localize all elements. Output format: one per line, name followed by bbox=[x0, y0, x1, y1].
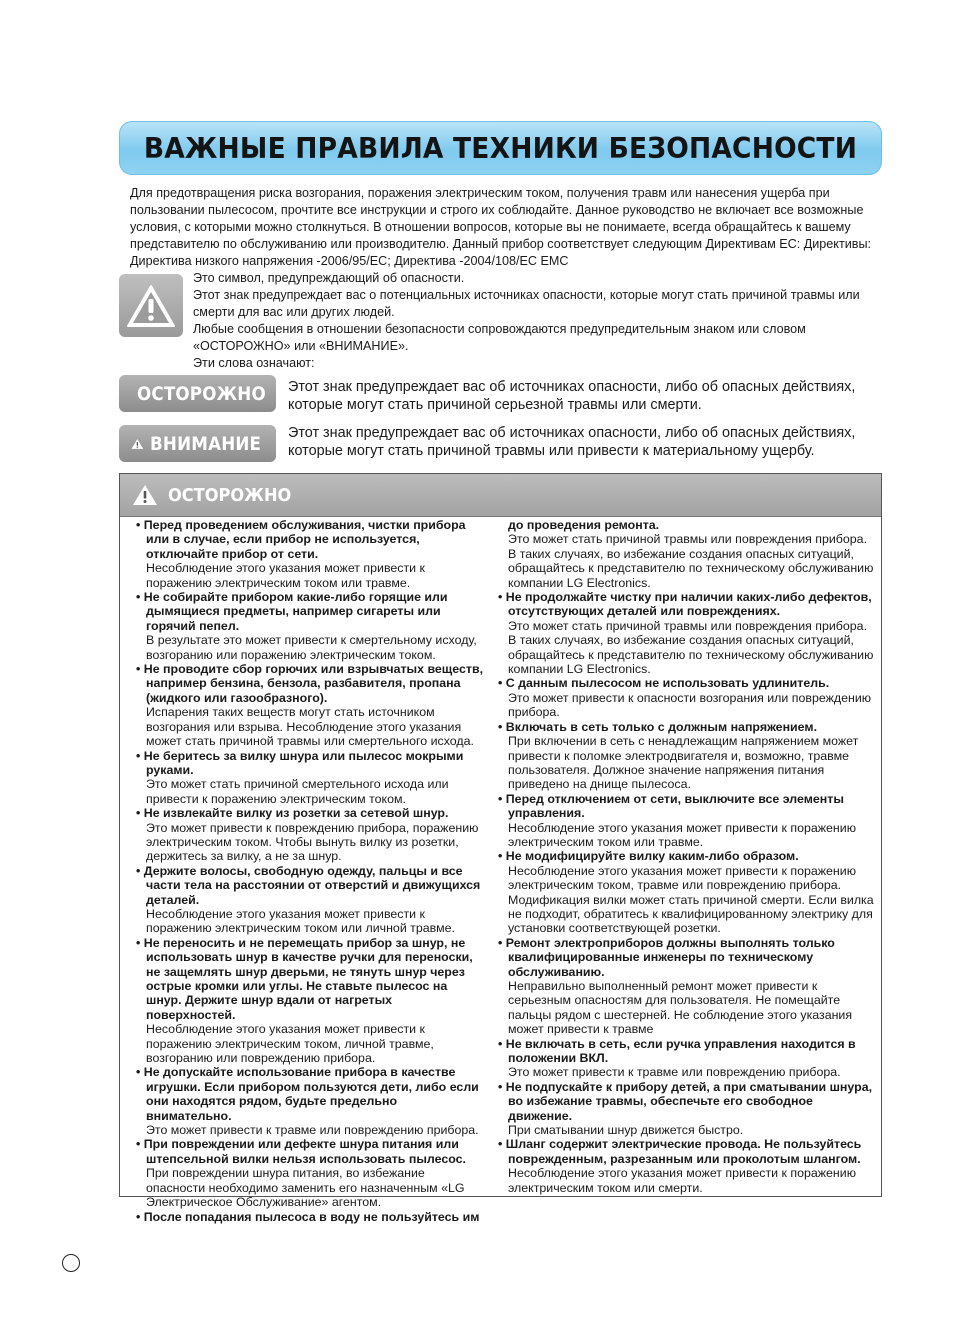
item-body: Это может привести к травме или повреждению прибора. bbox=[146, 1123, 479, 1138]
list-item bbox=[136, 936, 484, 1066]
warning-column-right bbox=[498, 518, 878, 1195]
list-item bbox=[498, 849, 878, 935]
symbol-explanation bbox=[193, 270, 893, 372]
item-body: Несоблюдение этого указания может привести к поражению электрическим током или травме. bbox=[146, 561, 425, 590]
item-head: • Не собирайте прибором какие-либо горящие или дымящиеся предметы, например сигареты или горячий пепел. bbox=[136, 590, 448, 633]
item-body: В результате это может привести к смертельному исходу, возгоранию или поражению электрическим током. bbox=[146, 633, 477, 662]
item-head: • При повреждении или дефекте шнура питания или штепсельной вилки нельзя использовать пылесос. bbox=[136, 1137, 466, 1166]
item-body: Несоблюдение этого указания может привести к поражению электрическим током или личной травме. bbox=[146, 906, 455, 936]
list-item bbox=[136, 806, 484, 864]
list-item bbox=[498, 1080, 878, 1138]
list-item bbox=[498, 936, 878, 1037]
item-body: При включении в сеть с ненадлежащим напряжением может привести к поломке электродвигателя и, возможно, травме пользователя. Должное значение напряжения питания приведено на днище пылесоса. bbox=[508, 734, 859, 792]
list-item bbox=[498, 1037, 878, 1080]
warning-box-title: ОСТОРОЖНО bbox=[168, 484, 292, 506]
item-head: • Перед отключением от сети, выключите все элементы управления. bbox=[498, 791, 844, 821]
item-body: Это может привести к повреждению прибора, поражению электрическим током. Чтобы вынуть вилку из розетки, держитесь за вилку, а не за шнур. bbox=[146, 820, 479, 864]
list-item bbox=[498, 676, 878, 719]
item-head: • С данным пылесосом не использовать удлинитель. bbox=[498, 676, 830, 691]
list-item bbox=[498, 1137, 878, 1195]
item-head: • Не подпускайте к прибору детей, а при сматывании шнура, во избежание травмы, обеспечьте его свободное движение. bbox=[498, 1079, 873, 1123]
item-body: Несоблюдение этого указания может привести к поражению электрическим током, травме или повреждению прибора. Модификация вилки может стать причиной смерти. Если вилка не подходит, обратитесь к квалифицированному электрику для установки соответствующей розетки. bbox=[508, 863, 874, 936]
list-item bbox=[498, 792, 878, 850]
item-head: • Перед проведением обслуживания, чистки прибора или в случае, если прибор не используется, отключайте прибор от сети. bbox=[136, 518, 466, 561]
item-body: При повреждении шнура питания, во избежание опасности необходимо заменить его назначенным «LG Электрическое Обслуживание» агентом. bbox=[146, 1166, 465, 1210]
item-head: • Не допускайте использование прибора в качестве игрушки. Если прибором пользуются дети, либо если они находятся рядом, будьте предельно внимательно. bbox=[136, 1065, 479, 1123]
list-item bbox=[136, 864, 484, 936]
item-head: • Ремонт электроприборов должны выполнять только квалифицированные инженеры по техническому обслуживанию. bbox=[498, 935, 835, 979]
warning-badge bbox=[119, 375, 276, 412]
item-body: Это может стать причиной смертельного исхода или привести к поражению электрическим током. bbox=[146, 777, 449, 806]
item-body: Неправильно выполненный ремонт может привести к серьезным опасностям для пользователя. Не помещайте пальцы рядом с шестерней. Не соблюдение этого указания может привести к травме bbox=[508, 979, 853, 1037]
list-item bbox=[136, 518, 484, 590]
item-head: • Держите волосы, свободную одежду, пальцы и все части тела на расстоянии от отверстий и движущихся деталей. bbox=[136, 863, 481, 907]
warning-description: Этот знак предупреждает вас об источниках опасности, либо об опасных действиях, которые могут стать причиной серьезной травмы или смерти. bbox=[288, 379, 856, 413]
symbol-line: Этот знак предупреждает вас о потенциальных источниках опасности, которые могут стать причиной травмы или смерти для вас или других людей. bbox=[193, 288, 860, 319]
item-head: • Шланг содержит электрические провода. Не пользуйтесь поврежденным, разрезанным или проколотым шлангом. bbox=[498, 1137, 862, 1166]
item-body: При сматывании шнур движется быстро. bbox=[508, 1123, 744, 1138]
caution-badge-label: ВНИМАНИЕ bbox=[149, 432, 261, 455]
page-marker-circle bbox=[62, 1254, 80, 1272]
item-head: до проведения ремонта. bbox=[508, 518, 660, 532]
list-item bbox=[136, 749, 484, 807]
list-item bbox=[136, 590, 484, 662]
symbol-line: Любые сообщения в отношении безопасности сопровождаются предупредительным знаком или словом «ОСТОРОЖНО» или «ВНИМАНИЕ». bbox=[193, 322, 806, 353]
item-head: • Не переносить и не перемещать прибор за шнур, не использовать шнур в качестве ручки для переноски, не защемлять шнур дверьми, не тянуть шнур через острые кромки или углы. Не ставьте пылесос на шнур. Держите шнур вдали от нагретых поверхностей. bbox=[136, 935, 473, 1022]
item-head: • Включать в сеть только с должным напряжением. bbox=[498, 719, 818, 734]
item-body: Несоблюдение этого указания может привести к поражению электрическим током или травме. bbox=[508, 820, 856, 849]
item-body: Это может привести к опасности возгорания или повреждению прибора. bbox=[508, 690, 872, 720]
item-head: • Не модифицируйте вилку каким-либо образом. bbox=[498, 849, 799, 864]
warning-triangle-icon bbox=[119, 274, 183, 337]
item-body: Это может стать причиной травмы или повреждения прибора. В таких случаях, во избежание создания опасных ситуаций, обращайтесь к представителю по техническому обслуживанию компании LG Electronics. bbox=[508, 618, 874, 677]
warning-column-left bbox=[136, 518, 484, 1224]
warning-box-header bbox=[120, 474, 881, 517]
symbol-line: Это символ, предупреждающий об опасности. bbox=[193, 271, 465, 285]
item-body: Несоблюдение этого указания может привести к поражению электрическим током или смерти. bbox=[508, 1166, 856, 1195]
item-body: Это может привести к травме или повреждению прибора. bbox=[508, 1065, 841, 1080]
item-head: • Не извлекайте вилку из розетки за сетевой шнур. bbox=[136, 806, 449, 821]
list-item bbox=[136, 1210, 484, 1224]
list-item bbox=[136, 1137, 484, 1209]
item-head: • Не проводите сбор горючих или взрывчатых веществ, например бензина, бензола, разбавителя, пропана (жидкого или газообразного). bbox=[136, 662, 484, 705]
list-item bbox=[136, 662, 484, 748]
caution-description: Этот знак предупреждает вас об источниках опасности, либо об опасных действиях, которые могут стать причиной травмы или привести к материальному ущербу. bbox=[288, 425, 856, 459]
item-body: Несоблюдение этого указания может привести к поражению электрическим током, личной травме, возгоранию или повреждению прибора. bbox=[146, 1022, 434, 1066]
symbol-line: Эти слова означают: bbox=[193, 356, 315, 370]
list-item bbox=[498, 720, 878, 792]
item-head: • Не включать в сеть, если ручка управления находится в положении ВКЛ. bbox=[498, 1036, 856, 1066]
list-item bbox=[498, 518, 878, 590]
item-head: • Не продолжайте чистку при наличии каких-либо дефектов, отсутствующих деталей или повреждениях. bbox=[498, 590, 872, 619]
warning-triangle-icon bbox=[131, 433, 144, 455]
item-head: • После попадания пылесоса в воду не пользуйтесь им bbox=[136, 1209, 480, 1224]
title-banner bbox=[119, 121, 882, 175]
list-item bbox=[136, 1065, 484, 1137]
warning-triangle-icon bbox=[132, 484, 158, 506]
item-body: Испарения таких веществ могут стать источником возгорания или взрыва. Несоблюдение этого указания может стать причиной травмы или смертельного исхода. bbox=[146, 705, 474, 749]
warning-badge-label: ОСТОРОЖНО bbox=[137, 382, 266, 405]
item-body: Это может стать причиной травмы или повреждения прибора. В таких случаях, во избежание создания опасных ситуаций, обращайтесь к представителю по техническому обслуживанию компании LG Electronics. bbox=[508, 532, 874, 590]
list-item bbox=[498, 590, 878, 676]
item-head: • Не беритесь за вилку шнура или пылесос мокрыми руками. bbox=[136, 748, 464, 777]
page-title: ВАЖНЫЕ ПРАВИЛА ТЕХНИКИ БЕЗОПАСНОСТИ bbox=[143, 131, 858, 165]
caution-badge bbox=[119, 425, 276, 462]
intro-paragraph: Для предотвращения риска возгорания, поражения электрическим током, получения травм или нанесения ущерба при пользовании пылесосом, прочтите все инструкции и строго их соблюдайте. Данное руководство не включает все возможные условия, с которыми можно столкнуться. В отношении вопросов, которые вы не понимаете, всегда обращайтесь к вашему представителю по обслуживанию или производителю. Данный прибор соответствует следующим Директивам ЕС: Директивы: Директива низкого напряжения -2006/95/EC; Директива -2004/108/EC EMC bbox=[130, 186, 872, 268]
